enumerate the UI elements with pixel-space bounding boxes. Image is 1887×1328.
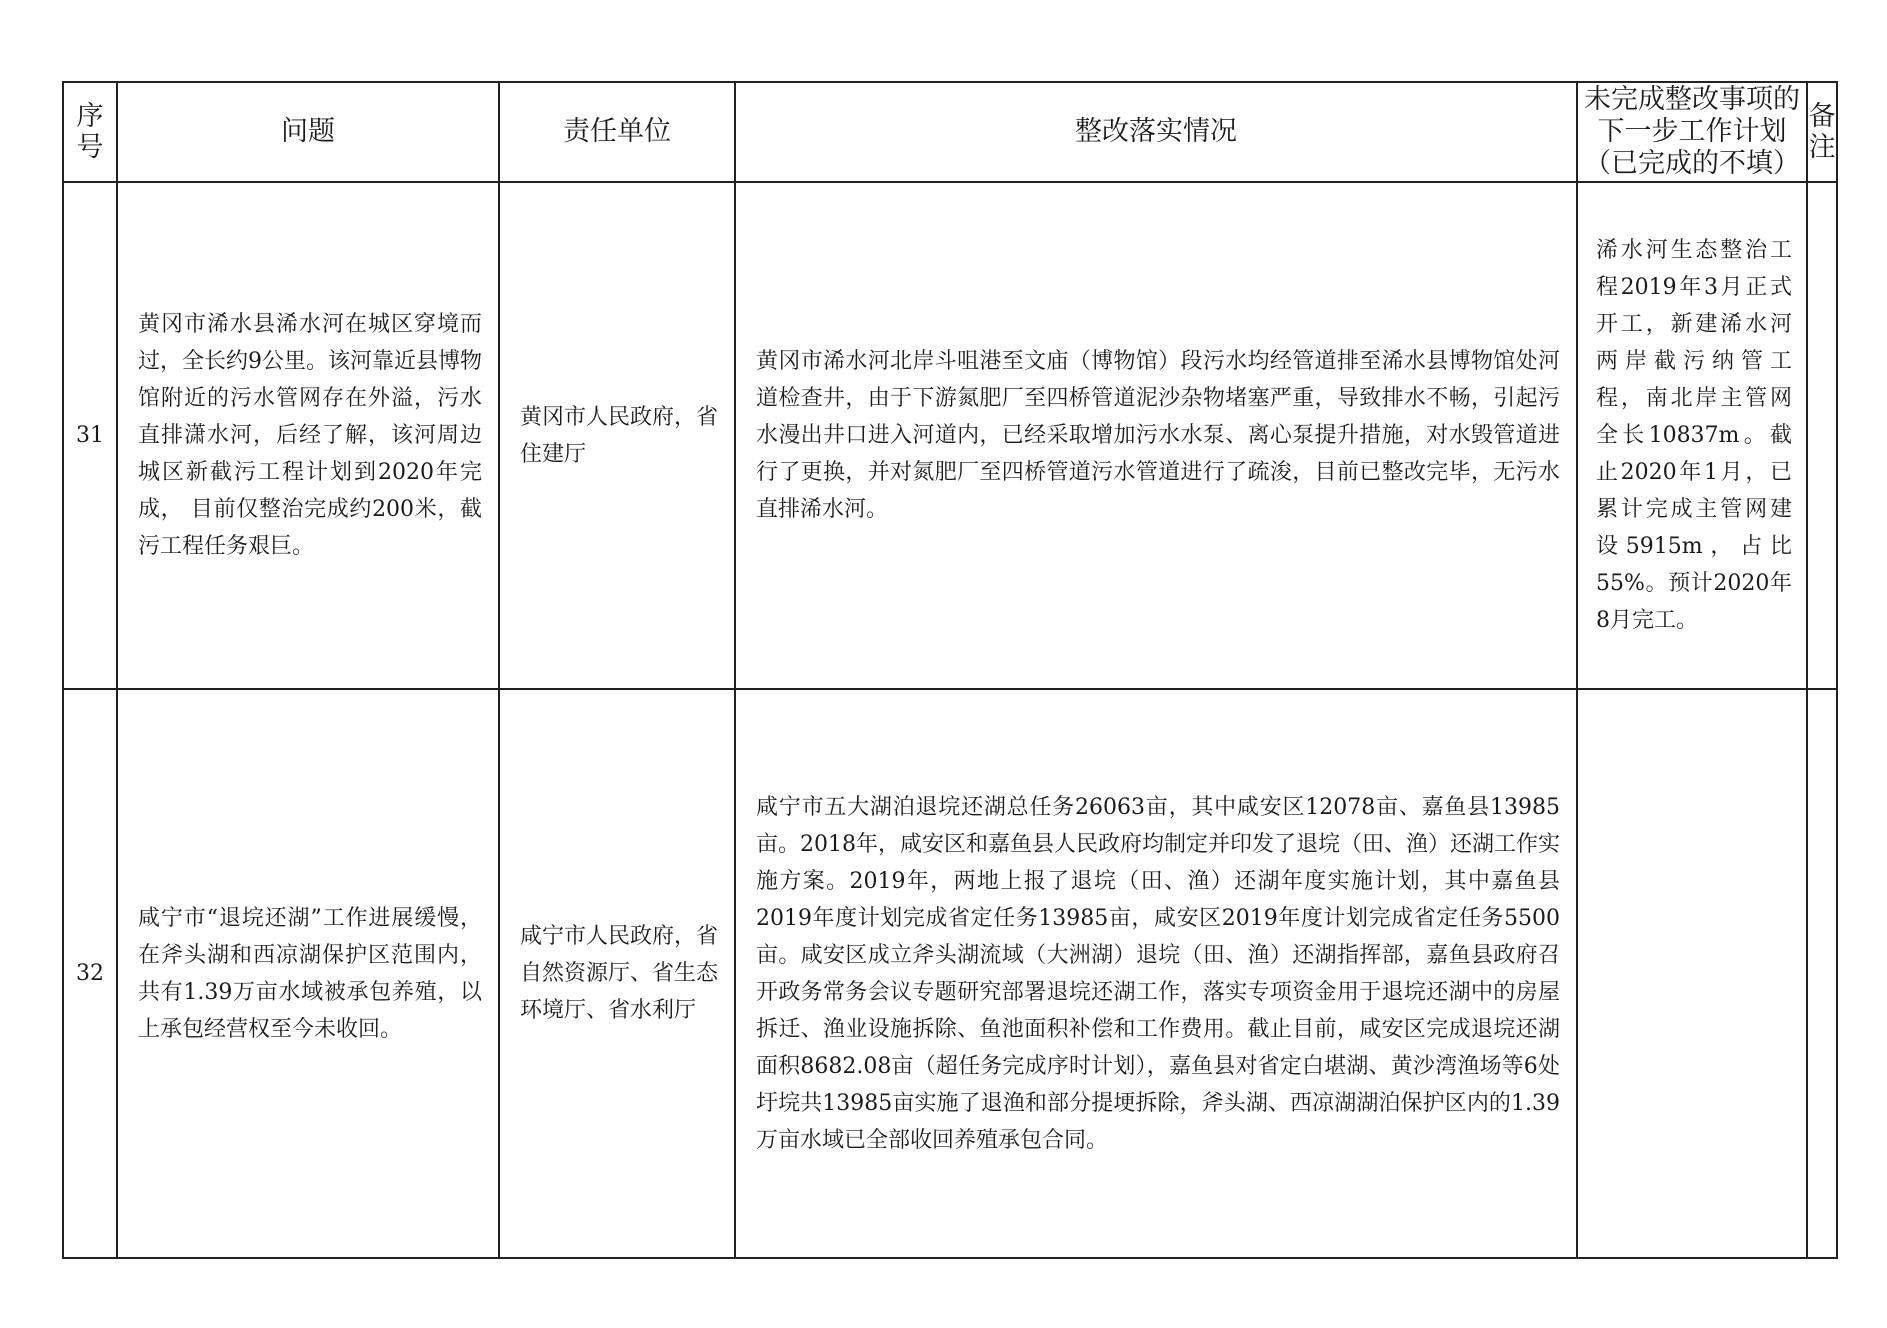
row-status-cell (735, 689, 1577, 1258)
row-plan-cell (1577, 689, 1807, 1258)
table-row (63, 689, 1837, 1258)
row-seq: 31 (63, 182, 117, 689)
table-row (63, 182, 1837, 689)
header-plan-line2: 下一步工作计划 (1597, 116, 1787, 147)
header-status: 整改落实情况 (735, 82, 1577, 182)
row-seq: 32 (63, 689, 117, 1258)
row-problem: 咸宁市“退垸还湖”工作进展缓慢，在斧头湖和西凉湖保护区范围内，共有1.39万亩水域被承包养殖，以上承包经营权至今未收回。 (138, 905, 482, 1042)
header-problem: 问题 (117, 82, 499, 182)
row-remark (1807, 182, 1837, 689)
header-remark-label: 备注 (1808, 100, 1836, 163)
row-plan-cell (1577, 182, 1807, 689)
header-plan-line1: 未完成整改事项的 (1584, 84, 1800, 115)
header-row (63, 82, 1837, 182)
row-unit-cell (499, 689, 735, 1258)
row-unit-cell (499, 182, 735, 689)
header-seq-label: 序号 (76, 100, 104, 163)
row-status: 黄冈市浠水河北岸斗咀港至文庙（博物馆）段污水均经管道排至浠水县博物馆处河道检查井，由于下游氮肥厂至四桥管道泥沙杂物堵塞严重，导致排水不畅，引起污水漫出井口进入河道内，已经采取增加污水水泵、离心泵提升措施，对水毁管道进行了更换，并对氮肥厂至四桥管道污水管道进行了疏浚，目前已整改完毕，无污水直排浠水河。 (756, 349, 1560, 522)
row-unit: 黄冈市人民政府，省住建厅 (520, 404, 719, 467)
row-plan: 浠水河生态整治工程2019年3月正式开工，新建浠水河两岸截污纳管工程，南北岸主管网全长10837m。截止2020年1月，已累计完成主管网建设5915m，占比55%。预计2020年8月完工。 (1596, 238, 1792, 633)
header-remark (1807, 82, 1837, 182)
header-seq (63, 82, 117, 182)
row-problem-cell (117, 182, 499, 689)
rectification-table (62, 81, 1838, 1259)
row-unit: 咸宁市人民政府，省自然资源厅、省生态环境厅、省水利厅 (520, 924, 719, 1023)
row-status: 咸宁市五大湖泊退垸还湖总任务26063亩，其中咸安区12078亩、嘉鱼县13985亩。2018年，咸安区和嘉鱼县人民政府均制定并印发了退垸（田、渔）还湖工作实施方案。2019年，两地上报了退垸（田、渔）还湖年度实施计划，其中嘉鱼县2019年度计划完成省定任务13985亩，咸安区2019年度计划完成省定任务5500亩。咸安区成立斧头湖流域（大洲湖）退垸（田、渔）还湖指挥部，嘉鱼县政府召开政务常务会议专题研究部署退垸还湖工作，落实专项资金用于退垸还湖中的房屋拆迁、渔业设施拆除、鱼池面积补偿和工作费用。截止目前，咸安区完成退垸还湖面积8682.08亩（超任务完成序时计划），嘉鱼县对省定白堪湖、黄沙湾渔场等6处圩垸共13985亩实施了退渔和部分提埂拆除，斧头湖、西凉湖湖泊保护区内的1.39万亩水域已全部收回养殖承包合同。 (756, 794, 1560, 1153)
row-status-cell (735, 182, 1577, 689)
header-unit: 责任单位 (499, 82, 735, 182)
row-problem-cell (117, 689, 499, 1258)
header-plan (1577, 82, 1807, 182)
header-plan-line3: （已完成的不填） (1584, 148, 1800, 179)
row-remark (1807, 689, 1837, 1258)
row-problem: 黄冈市浠水县浠水河在城区穿境而过，全长约9公里。该河靠近县博物馆附近的污水管网存在外溢，污水直排潇水河，后经了解，该河周边城区新截污工程计划到2020年完成， 目前仅整治完成约200米，截污工程任务艰巨。 (138, 312, 482, 559)
